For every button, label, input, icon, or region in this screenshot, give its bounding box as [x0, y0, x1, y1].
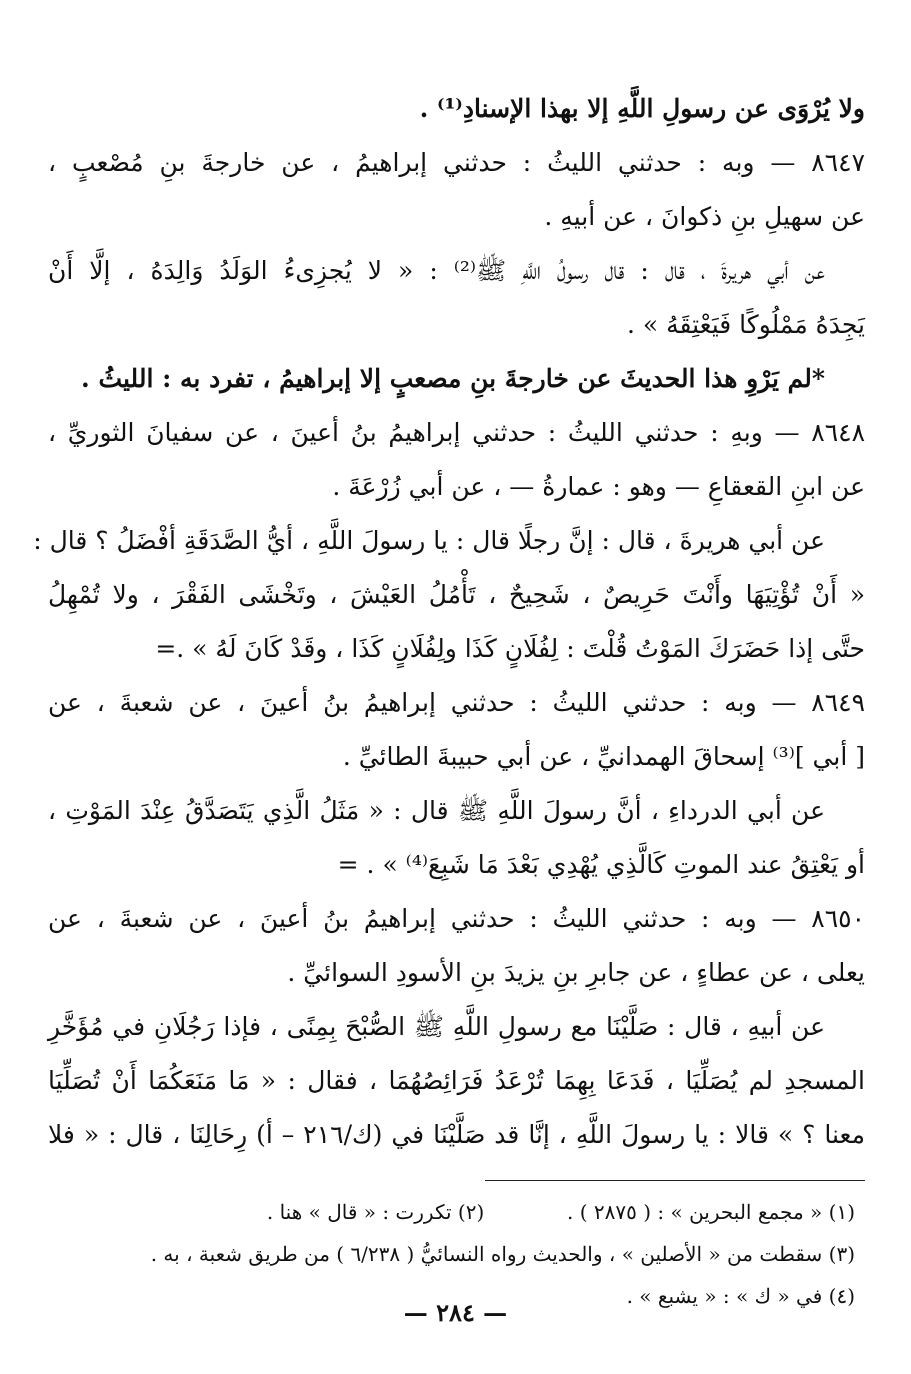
page-number: — ٢٨٤ — [403, 1298, 508, 1327]
footnote-row [48, 1191, 865, 1233]
text-line: يعلى ، عن عطاءٍ ، عن جابرِ بنِ يزيدَ بنِ الأسودِ السوائيِّ . [287, 958, 865, 987]
text-line: معنا ؟ » قالا : يا رسولَ اللَّهِ ، إنَّا قد صَلَّيْنَا في (ك/٢١٦ – أ) رِحَالِنَا ، قال : « فلا [48, 1120, 865, 1149]
footnote-1: (١) « مجمع البحرين » : ( ٢٨٧٥ ) . [567, 1200, 855, 1224]
hadith-8649-line: ٨٦٤٩ — وبه : حدثني الليثُ : حدثني إبراهيمُ بنُ أعينَ ، عن شعبةَ ، عن [48, 688, 865, 717]
text-line: عن ابنِ القعقاعِ — وهو : عمارةُ — ، عن أبي زُرْعَةَ . [332, 472, 865, 501]
text-line: حتَّى إذا حَضَرَكَ المَوْتُ قُلْتَ : لِفُلَانٍ كَذَا ولِفُلَانٍ كَذَا ، وقَدْ كَانَ لَهُ » .= [155, 634, 865, 663]
hadith-8650-line: ٨٦٥٠ — وبه : حدثني الليثُ : حدثني إبراهيمُ بنُ أعينَ ، عن شعبةَ ، عن [48, 904, 865, 933]
footnote-2: (٢) تكررت : « قال » هنا . [266, 1200, 485, 1224]
text-line: المسجدِ لم يُصَلِّيَا ، فَدَعَا بِهِمَا تُرْعَدُ فَرَائِصُهُمَا ، فقال : « مَا مَنَعَكُمَا أَنْ تُصَلِّيَا [48, 1066, 865, 1095]
footnote-3: (٣) سقطت من « الأصلين » ، والحديث رواه النسائيُّ ( ٦/٢٣٨ ) من طريق شعبة ، به . [150, 1242, 855, 1266]
text-line: عن أبي هريرةَ ، قال : قال رسولُ اللَّهِ ﷺ⁽²⁾ : « لا يُجزِىءُ الوَلَدُ وَالِدَهُ ، إلَّا أَنْ [48, 256, 825, 285]
text-line: يَجِدَهُ مَمْلُوكًا فَيَعْتِقَهُ » . [626, 310, 865, 339]
footnote-4: (٤) في « ك » : « يشبع » . [626, 1284, 855, 1308]
hadith-8647-line: ٨٦٤٧ — وبه : حدثني الليثُ : حدثني إبراهيمُ ، عن خارجةَ بنِ مُصْعبٍ ، [48, 148, 865, 177]
text-line: عن أبيهِ ، قال : صَلَّيْنَا مع رسولِ اللَّهِ ﷺ الصُّبْحَ بِمِنًى ، فإذا رَجُلَانِ في مُؤَخَّرِ [48, 1012, 825, 1041]
commentary-line: *لم يَرْوِ هذا الحديثَ عن خارجةَ بنِ مصعبٍ إلا إبراهيمُ ، تفرد به : الليثُ . [81, 364, 825, 393]
text-line: « أَنْ تُؤْتِيَهَا وأَنْتَ حَرِيصٌ ، شَحِيحٌ ، تَأْمُلُ العَيْشَ ، وتَخْشَى الفَقْرَ ، ولا تُمْهِلُ [48, 580, 865, 609]
text-line: عن سهيلِ بنِ ذكوانَ ، عن أبيهِ . [544, 202, 865, 231]
text-line: عن أبي هريرةَ ، قال : إنَّ رجلًا قال : يا رسولَ اللَّهِ ، أيُّ الصَّدَقَةِ أفْضَلُ ؟ قال : [33, 526, 825, 555]
hadith-8648-line: ٨٦٤٨ — وبهِ : حدثني الليثُ : حدثني إبراهيمُ بنُ أعينَ ، عن سفيانَ الثوريِّ ، [48, 418, 865, 447]
text-line: [ أبي ]⁽³⁾ إسحاقَ الهمدانيِّ ، عن أبي حبيبةَ الطائيِّ . [342, 742, 865, 771]
footnote-divider [485, 1180, 865, 1181]
text-line: أو يَعْتِقُ عند الموتِ كَالَّذِي يُهْدِي بَعْدَ مَا شَبِعَ⁽⁴⁾ » . = [337, 850, 865, 879]
text-line: ولا يُرْوَى عن رسولِ اللَّهِ إلا بهذا الإسنادِ⁽¹⁾ . [419, 94, 865, 123]
text-line: عن أبي الدرداءِ ، أنَّ رسولَ اللَّهِ ﷺ قال : « مَثَلُ الَّذِي يَتَصَدَّقُ عِنْدَ المَوْتِ ، [48, 796, 825, 825]
